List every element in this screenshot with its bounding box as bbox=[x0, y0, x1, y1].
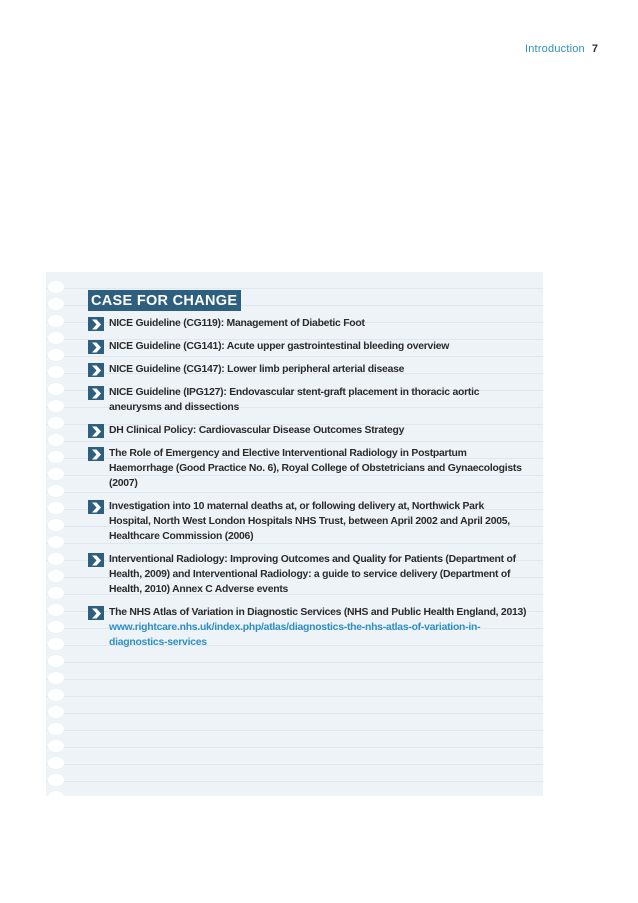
arrow-right-icon bbox=[88, 553, 104, 567]
list-item bbox=[88, 423, 528, 438]
binder-hole bbox=[48, 757, 64, 769]
binder-hole bbox=[48, 468, 64, 480]
binder-hole bbox=[48, 536, 64, 548]
binder-hole bbox=[48, 485, 64, 497]
binder-hole bbox=[48, 434, 64, 446]
binder-hole bbox=[48, 740, 64, 752]
binder-hole bbox=[48, 638, 64, 650]
list-item-text: NICE Guideline (CG147): Lower limb peripheral arterial disease bbox=[109, 364, 405, 375]
page-number: 7 bbox=[591, 43, 598, 55]
list-item bbox=[88, 499, 528, 544]
box-heading: CASE FOR CHANGE bbox=[88, 290, 241, 311]
list-item-text: NICE Guideline (CG119): Management of Diabetic Foot bbox=[109, 318, 365, 329]
list-item-text: NICE Guideline (IPG127): Endovascular stent-graft placement in thoracic aortic aneurysms and dissections bbox=[109, 387, 480, 413]
reference-link[interactable]: www.rightcare.nhs.uk/index.php/atlas/diagnostics-the-nhs-atlas-of-variation-in-diagnostics-services bbox=[109, 622, 481, 648]
binder-hole bbox=[48, 366, 64, 378]
list-item bbox=[88, 552, 528, 597]
binder-hole bbox=[48, 332, 64, 344]
binder-hole bbox=[48, 570, 64, 582]
binder-hole bbox=[48, 451, 64, 463]
list-item bbox=[88, 385, 528, 415]
binder-hole bbox=[48, 774, 64, 786]
binder-hole bbox=[48, 723, 64, 735]
binder-hole bbox=[48, 587, 64, 599]
list-item-text: Investigation into 10 maternal deaths at, or following delivery at, Northwick Park Hospital, North West London Hospitals NHS Trust, between April 2002 and April 2005, Healthcare Commission (2006) bbox=[109, 501, 510, 542]
binder-hole bbox=[48, 706, 64, 718]
arrow-right-icon bbox=[88, 386, 104, 400]
binder-hole bbox=[48, 417, 64, 429]
binder-hole bbox=[48, 621, 64, 633]
arrow-right-icon bbox=[88, 340, 104, 354]
binder-hole bbox=[48, 315, 64, 327]
binder-hole bbox=[48, 519, 64, 531]
section-name: Introduction bbox=[524, 43, 585, 55]
binder-hole bbox=[48, 281, 64, 293]
arrow-right-icon bbox=[88, 606, 104, 620]
binder-hole bbox=[48, 502, 64, 514]
list-item-text: The Role of Emergency and Elective Interventional Radiology in Postpartum Haemorrhage (Good Practice No. 6), Royal College of Obstetricians and Gynaecologists (2007) bbox=[109, 448, 522, 489]
page-header bbox=[525, 43, 598, 55]
list-item bbox=[88, 339, 528, 354]
list-item bbox=[88, 605, 528, 650]
list-item-text: DH Clinical Policy: Cardiovascular Disease Outcomes Strategy bbox=[109, 425, 405, 436]
list-item-text: NICE Guideline (CG141): Acute upper gastrointestinal bleeding overview bbox=[109, 341, 450, 352]
binder-hole bbox=[48, 672, 64, 684]
reference-list bbox=[88, 316, 528, 650]
list-item bbox=[88, 316, 528, 331]
binder-hole bbox=[48, 400, 64, 412]
binder-holes bbox=[46, 272, 70, 796]
binder-hole bbox=[48, 655, 64, 667]
list-item bbox=[88, 362, 528, 377]
list-item-text: Interventional Radiology: Improving Outcomes and Quality for Patients (Department of Health, 2009) and Interventional Radiology: a guide to service delivery (Department of Health, 2010) Annex C Adverse events bbox=[109, 554, 516, 595]
arrow-right-icon bbox=[88, 317, 104, 331]
arrow-right-icon bbox=[88, 424, 104, 438]
binder-hole bbox=[48, 689, 64, 701]
arrow-right-icon bbox=[88, 447, 104, 461]
binder-hole bbox=[48, 604, 64, 616]
binder-hole bbox=[48, 298, 64, 310]
box-content bbox=[88, 290, 528, 658]
binder-hole bbox=[48, 791, 64, 796]
list-item-text: The NHS Atlas of Variation in Diagnostic Services (NHS and Public Health England, 2013) bbox=[109, 607, 527, 618]
binder-hole bbox=[48, 349, 64, 361]
binder-hole bbox=[48, 553, 64, 565]
arrow-right-icon bbox=[88, 363, 104, 377]
arrow-right-icon bbox=[88, 500, 104, 514]
list-item bbox=[88, 446, 528, 491]
case-for-change-box bbox=[46, 272, 543, 796]
binder-hole bbox=[48, 383, 64, 395]
